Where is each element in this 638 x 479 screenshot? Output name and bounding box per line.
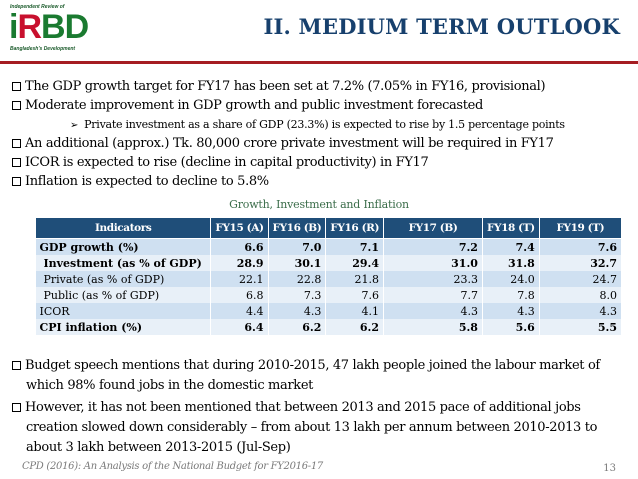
table-cell: 5.5 (539, 319, 621, 335)
column-header: Indicators (36, 218, 211, 239)
table-header-row (36, 218, 622, 239)
table-cell: 6.2 (268, 319, 326, 335)
table-row (36, 287, 622, 303)
table-cell: 24.0 (482, 271, 539, 287)
table-cell: 6.8 (211, 287, 268, 303)
checkbox-bullet-icon (12, 361, 21, 370)
column-header: FY19 (T) (539, 218, 621, 239)
table-cell: 4.3 (268, 303, 326, 319)
table-cell: 7.2 (384, 239, 483, 256)
column-header: FY16 (B) (268, 218, 326, 239)
table-cell: 4.1 (326, 303, 384, 319)
table-cell: 31.8 (482, 255, 539, 271)
checkbox-bullet-icon (12, 82, 21, 91)
checkbox-bullet-icon (12, 403, 21, 412)
column-header: FY15 (A) (211, 218, 268, 239)
table-cell: 8.0 (539, 287, 621, 303)
table-row (36, 239, 622, 256)
column-header: FY17 (B) (384, 218, 483, 239)
bullet-moderate-improvement: Moderate improvement in GDP growth and public investment forecasted (12, 97, 483, 115)
table-cell: 7.8 (482, 287, 539, 303)
page-title: II. MEDIUM TERM OUTLOOK (263, 14, 620, 39)
page-number: 13 (603, 463, 616, 474)
table-cell: 4.4 (211, 303, 268, 319)
table-cell: 22.8 (268, 271, 326, 287)
bullet-budget-speech: Budget speech mentions that during 2010-2015, 47 lakh people joined the labour market of which 98% found jobs in the domestic market (12, 356, 600, 396)
row-label: GDP growth (%) (36, 239, 211, 256)
title-divider (0, 61, 638, 64)
table-cell: 7.0 (268, 239, 326, 256)
table-cell: 7.1 (326, 239, 384, 256)
table-row (36, 303, 622, 319)
table-row (36, 319, 622, 335)
row-label: ICOR (36, 303, 211, 319)
table-cell: 28.9 (211, 255, 268, 271)
table-cell: 6.4 (211, 319, 268, 335)
table-row (36, 271, 622, 287)
checkbox-bullet-icon (12, 158, 21, 167)
row-label: CPI inflation (%) (36, 319, 211, 335)
arrow-bullet-icon: ➢ (70, 120, 79, 131)
bullet-icor: ICOR is expected to rise (decline in capital productivity) in FY17 (12, 154, 428, 172)
bullet-gdp-target: The GDP growth target for FY17 has been set at 7.2% (7.05% in FY16, provisional) (12, 78, 545, 96)
table-cell: 21.8 (326, 271, 384, 287)
irbd-logo (9, 4, 89, 56)
table-cell: 7.6 (326, 287, 384, 303)
footer-source: CPD (2016): An Analysis of the National Budget for FY2016-17 (22, 461, 323, 472)
table-cell: 5.8 (384, 319, 483, 335)
checkbox-bullet-icon (12, 139, 21, 148)
growth-investment-inflation-table (35, 217, 622, 335)
logo-tagline-top: Independent Review of (10, 4, 65, 10)
table-cell: 31.0 (384, 255, 483, 271)
table-cell: 7.6 (539, 239, 621, 256)
row-label: Public (as % of GDP) (36, 287, 211, 303)
table-cell: 7.3 (268, 287, 326, 303)
table-cell: 24.7 (539, 271, 621, 287)
table-cell: 22.1 (211, 271, 268, 287)
table-cell: 30.1 (268, 255, 326, 271)
table-cell: 32.7 (539, 255, 621, 271)
logo-wordmark: iRBD (9, 8, 89, 46)
table-title: Growth, Investment and Inflation (229, 198, 409, 211)
table-cell: 4.3 (482, 303, 539, 319)
bullet-additional-investment: An additional (approx.) Tk. 80,000 crore private investment will be required in FY17 (12, 135, 554, 153)
row-label: Private (as % of GDP) (36, 271, 211, 287)
table-cell: 23.3 (384, 271, 483, 287)
table-cell: 7.4 (482, 239, 539, 256)
logo-tagline-bottom: Bangladesh's Development (10, 46, 76, 52)
table-cell: 6.2 (326, 319, 384, 335)
row-label: Investment (as % of GDP) (36, 255, 211, 271)
table-cell: 4.3 (384, 303, 483, 319)
table-cell: 4.3 (539, 303, 621, 319)
column-header: FY16 (R) (326, 218, 384, 239)
checkbox-bullet-icon (12, 177, 21, 186)
column-header: FY18 (T) (482, 218, 539, 239)
bullet-inflation: Inflation is expected to decline to 5.8% (12, 173, 269, 191)
table-row (36, 255, 622, 271)
table-cell: 6.6 (211, 239, 268, 256)
table-cell: 5.6 (482, 319, 539, 335)
table-cell: 7.7 (384, 287, 483, 303)
sub-bullet-private-investment: ➢ Private investment as a share of GDP (23.3%) is expected to rise by 1.5 percentage points (70, 117, 565, 134)
table-cell: 29.4 (326, 255, 384, 271)
checkbox-bullet-icon (12, 101, 21, 110)
bullet-jobs-creation: However, it has not been mentioned that between 2013 and 2015 pace of additional jobs creation slowed down considerably – from about 13 lakh per annum between 2010-2013 to about 3 lakh between 2013-2015 (Jul-Sep) (12, 398, 597, 458)
